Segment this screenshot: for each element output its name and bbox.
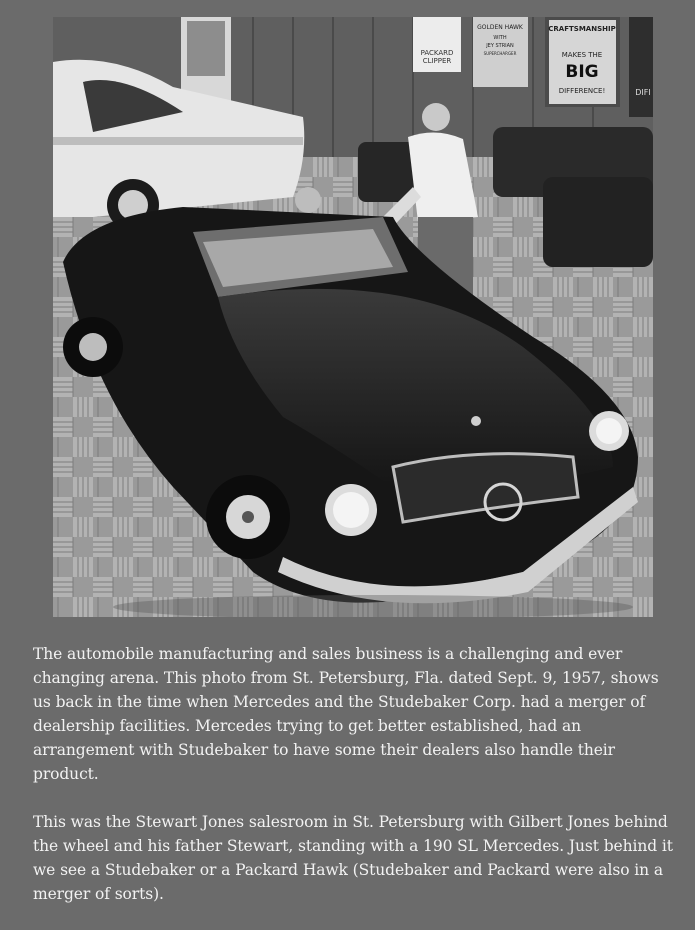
svg-text:SUPERCHARGER: SUPERCHARGER: [483, 51, 517, 56]
svg-text:CRAFTSMANSHIP: CRAFTSMANSHIP: [548, 25, 616, 33]
svg-text:GOLDEN HAWK: GOLDEN HAWK: [477, 24, 523, 31]
article-body: [33, 642, 678, 930]
svg-text:BIG: BIG: [565, 62, 599, 82]
sign-edge: [629, 17, 653, 117]
sign-golden-hawk: [473, 17, 528, 87]
article-paragraph-1: The automobile manufacturing and sales business is a challenging and ever changing arena. This photo from St. Petersburg, Fla. dated Sept. 9, 1957, shows us back in the time when Mercedes and the Studebaker Corp. had a merger of dealership facilities. Mercedes trying to get better established, had an arrangement with Studebaker to have some their dealers also handle their product.: [33, 645, 659, 783]
svg-text:MAKES THE: MAKES THE: [561, 51, 603, 59]
article-paragraph-2: This was the Stewart Jones salesroom in St. Petersburg with Gilbert Jones behind the wheel and his father Stewart, standing with a 190 SL Mercedes. Just behind it we see a Studebaker or a Packard Hawk (Studebaker and Packard were also in a merger of sorts).: [33, 813, 673, 903]
sign-craftsmanship: [545, 17, 620, 107]
photo-illustration: [53, 17, 653, 617]
svg-text:JEY STRIAN: JEY STRIAN: [486, 43, 514, 49]
svg-text:DIFFERENCE!: DIFFERENCE!: [558, 87, 606, 95]
svg-text:WITH: WITH: [493, 35, 507, 41]
svg-text:PACKARD: PACKARD: [420, 49, 454, 57]
sign-packard: [413, 17, 461, 72]
svg-text:DIFI: DIFI: [635, 88, 651, 97]
svg-text:CLIPPER: CLIPPER: [422, 57, 452, 65]
salesroom-photo: [53, 17, 653, 617]
